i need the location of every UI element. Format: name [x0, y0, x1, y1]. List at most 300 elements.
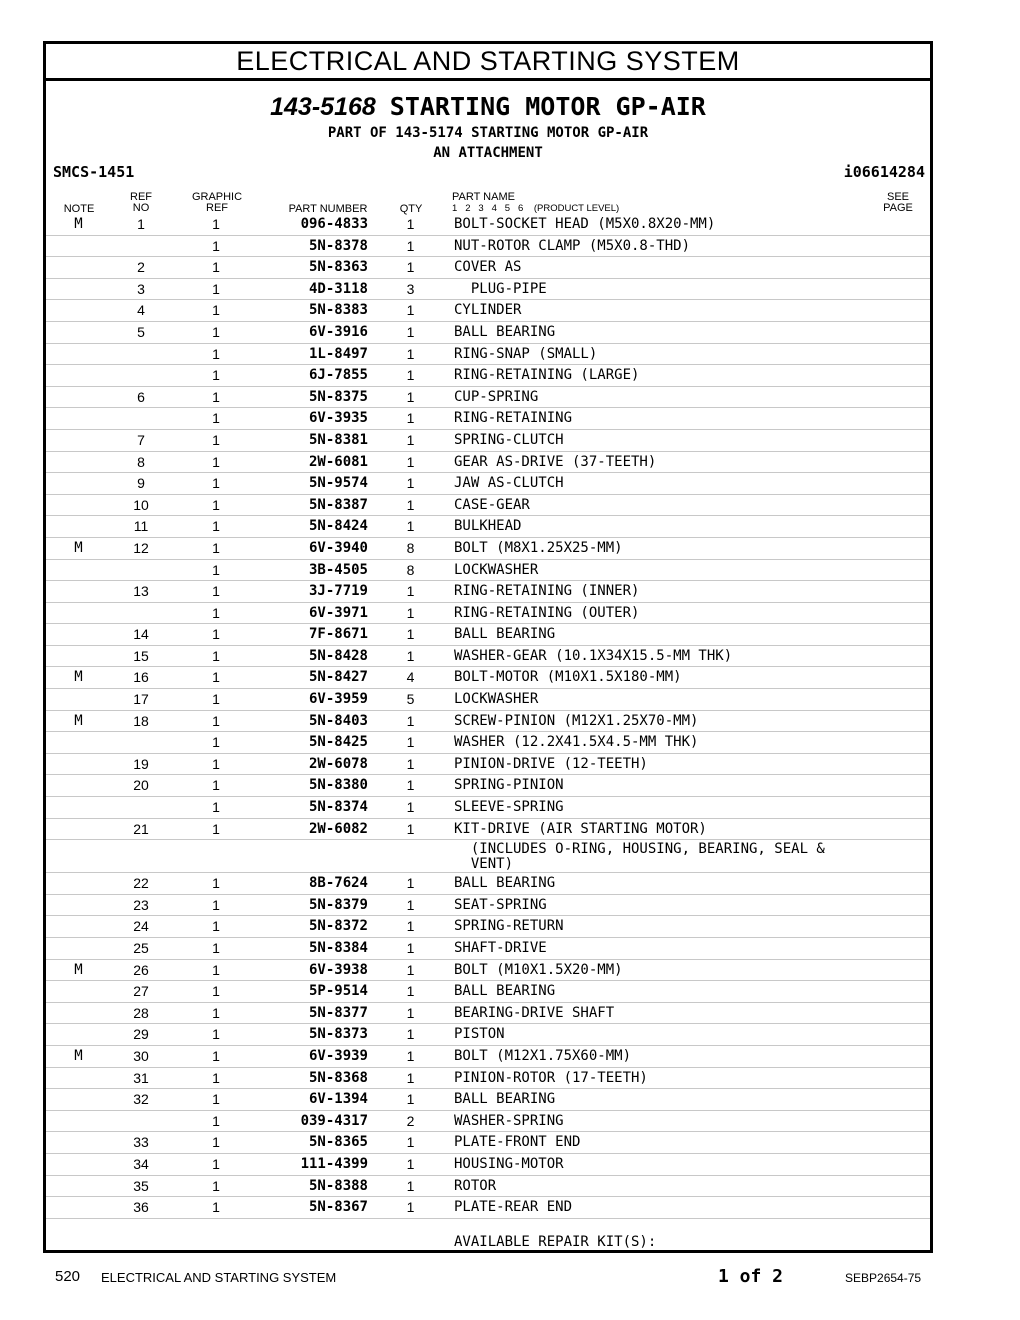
part-name-cell: RING-RETAINING — [454, 410, 573, 427]
assembly-number: 143-5168 — [270, 93, 376, 121]
part-number-cell: 5N-8388 — [308, 1177, 368, 1194]
part-name-cell: CYLINDER — [454, 302, 522, 319]
graphic-ref-cell: 1 — [212, 280, 220, 297]
part-number-cell: 5N-8380 — [308, 777, 368, 794]
graphic-ref-cell: 1 — [212, 475, 220, 492]
repair-kits-row — [46, 1219, 930, 1255]
ref-no-cell: 31 — [133, 1069, 149, 1086]
ref-no-cell: 3 — [137, 280, 145, 297]
parts-list-frame — [43, 41, 933, 1253]
page-footer — [0, 1265, 1020, 1289]
note-cell: M — [74, 961, 83, 978]
note-cell: M — [74, 539, 83, 556]
qty-cell: 1 — [406, 961, 415, 978]
note-cell: M — [74, 669, 83, 686]
part-name-cell: RING-RETAINING (INNER) — [454, 583, 640, 600]
section-title: ELECTRICAL AND STARTING SYSTEM — [46, 44, 930, 81]
qty-cell: 1 — [406, 1155, 415, 1172]
table-row — [46, 1176, 930, 1198]
part-number-cell: 2W-6078 — [308, 755, 368, 772]
part-number-cell: 6V-1394 — [308, 1091, 368, 1108]
part-number-cell: 2W-6081 — [308, 453, 368, 470]
part-number-cell: 5N-8368 — [308, 1069, 368, 1086]
part-number-cell: 5N-8379 — [308, 896, 368, 913]
part-name-cell: PLATE-FRONT END — [454, 1134, 581, 1151]
part-number-cell: 6V-3959 — [308, 691, 368, 708]
part-number-cell: 5N-8424 — [308, 518, 368, 535]
qty-cell: 1 — [406, 323, 415, 340]
graphic-ref-cell: 1 — [212, 539, 220, 556]
part-number-cell: 5N-8384 — [308, 940, 368, 956]
graphic-ref-cell: 1 — [212, 431, 220, 448]
part-number-cell: 3J-7719 — [308, 583, 368, 600]
table-row — [46, 840, 930, 873]
qty-cell: 1 — [406, 237, 415, 254]
ref-no-cell: 27 — [133, 983, 149, 1000]
table-row — [46, 873, 930, 895]
table-row — [46, 711, 930, 733]
ref-no-cell: 33 — [133, 1134, 149, 1151]
part-number-cell: 5N-8365 — [308, 1134, 368, 1151]
ref-no-cell: 18 — [133, 712, 149, 729]
table-row — [46, 473, 930, 495]
table-row — [46, 430, 930, 452]
part-name-cell: CASE-GEAR — [454, 496, 530, 513]
table-row — [46, 300, 930, 322]
graphic-ref-cell: 1 — [212, 453, 220, 470]
part-name-cell: NUT-ROTOR CLAMP (M5X0.8-THD) — [454, 237, 691, 254]
graphic-ref-cell: 1 — [212, 561, 220, 578]
col-ref — [124, 192, 158, 214]
part-number-cell: 6V-3935 — [308, 410, 368, 427]
table-row — [46, 1132, 930, 1154]
table-row — [46, 1024, 930, 1046]
table-row — [46, 775, 930, 797]
part-name-cell: WASHER-SPRING — [454, 1112, 564, 1129]
col-graphic-top: GRAPHIC — [191, 191, 243, 203]
footer-section: ELECTRICAL AND STARTING SYSTEM — [101, 1270, 337, 1285]
graphic-ref-cell: 1 — [212, 388, 220, 405]
qty-cell: 5 — [406, 691, 415, 708]
col-part-name-label: PART NAME — [452, 191, 515, 203]
qty-cell: 1 — [406, 431, 415, 448]
ref-no-cell: 20 — [133, 777, 149, 794]
reference-line — [53, 163, 925, 183]
part-name-cell: SPRING-PINION — [454, 777, 564, 794]
graphic-ref-cell: 1 — [212, 216, 220, 232]
graphic-ref-cell: 1 — [212, 583, 220, 600]
part-number-cell: 096-4833 — [300, 216, 368, 232]
qty-cell: 1 — [406, 1199, 415, 1216]
part-name-cell: BOLT-MOTOR (M10X1.5X180-MM) — [454, 669, 682, 686]
qty-cell: 8 — [406, 539, 415, 556]
part-name-cell: HOUSING-MOTOR — [454, 1155, 564, 1172]
graphic-ref-cell: 1 — [212, 302, 220, 319]
col-graphic-bottom: REF — [206, 202, 228, 214]
graphic-ref-cell: 1 — [212, 669, 220, 686]
graphic-ref-cell: 1 — [212, 983, 220, 1000]
qty-cell: 1 — [406, 1069, 415, 1086]
graphic-ref-cell: 1 — [212, 940, 220, 956]
ref-no-cell: 34 — [133, 1155, 149, 1172]
graphic-ref-cell: 1 — [212, 410, 220, 427]
col-part-number: PART NUMBER — [288, 203, 368, 215]
part-name-cell: BALL BEARING — [454, 875, 556, 892]
part-number-cell: 6V-3940 — [308, 539, 368, 556]
smcs-code: SMCS-1451 — [53, 163, 135, 181]
table-row — [46, 560, 930, 582]
qty-cell: 1 — [406, 755, 415, 772]
part-name-cell: SHAFT-DRIVE — [454, 940, 547, 956]
part-number-cell: 6V-3916 — [308, 323, 368, 340]
part-name-cell: JAW AS-CLUTCH — [454, 475, 564, 492]
part-name-cell: RING-RETAINING (OUTER) — [454, 604, 640, 621]
qty-cell: 1 — [406, 388, 415, 405]
col-note: NOTE — [63, 203, 95, 215]
ref-no-cell: 24 — [133, 918, 149, 935]
table-row — [46, 1046, 930, 1068]
ref-no-cell: 36 — [133, 1199, 149, 1216]
ref-no-cell: 15 — [133, 647, 149, 664]
table-row — [46, 938, 930, 960]
qty-cell: 4 — [406, 669, 415, 686]
part-number-cell: 5N-8428 — [308, 647, 368, 664]
table-row — [46, 603, 930, 625]
part-name-cell: LOCKWASHER — [454, 691, 539, 708]
graphic-ref-cell: 1 — [212, 1199, 220, 1216]
col-qty: QTY — [399, 203, 423, 215]
qty-cell: 1 — [406, 1177, 415, 1194]
table-row — [46, 344, 930, 366]
ref-no-cell: 13 — [133, 583, 149, 600]
part-name-cell: PLATE-REAR END — [454, 1199, 573, 1216]
graphic-ref-cell: 1 — [212, 323, 220, 340]
qty-cell: 1 — [406, 734, 415, 751]
table-row — [46, 1089, 930, 1111]
qty-cell: 1 — [406, 410, 415, 427]
graphic-ref-cell: 1 — [212, 1155, 220, 1172]
graphic-ref-cell: 1 — [212, 237, 220, 254]
graphic-ref-cell: 1 — [212, 777, 220, 794]
ref-no-cell: 11 — [133, 518, 149, 535]
graphic-ref-cell: 1 — [212, 918, 220, 935]
qty-cell: 1 — [406, 259, 415, 276]
ref-no-cell: 4 — [137, 302, 145, 319]
qty-cell: 1 — [406, 367, 415, 384]
graphic-ref-cell: 1 — [212, 345, 220, 362]
part-name-cell: WASHER-GEAR (10.1X34X15.5-MM THK) — [454, 647, 733, 664]
col-see-page — [876, 192, 920, 214]
part-name-cell: SPRING-RETURN — [454, 918, 564, 935]
note-cell: M — [74, 216, 83, 232]
note-cell: M — [74, 1047, 83, 1064]
qty-cell: 1 — [406, 896, 415, 913]
part-number-cell: 5N-8367 — [308, 1199, 368, 1216]
table-row — [46, 819, 930, 841]
table-row — [46, 1068, 930, 1090]
part-name-cell: RING-SNAP (SMALL) — [454, 345, 598, 362]
col-see-top: SEE — [886, 191, 909, 203]
qty-cell: 1 — [406, 712, 415, 729]
note-cell: M — [74, 712, 83, 729]
qty-cell: 1 — [406, 1004, 415, 1021]
part-number-cell: 5N-8427 — [308, 669, 368, 686]
table-row — [46, 1111, 930, 1133]
table-row — [46, 732, 930, 754]
qty-cell: 1 — [406, 345, 415, 362]
col-see-bottom: PAGE — [883, 202, 913, 214]
qty-cell: 1 — [406, 583, 415, 600]
table-row — [46, 754, 930, 776]
attachment-line: AN ATTACHMENT — [433, 145, 543, 161]
ref-no-cell: 25 — [133, 940, 149, 956]
part-name-cell: PLUG-PIPE — [454, 280, 547, 297]
qty-cell: 1 — [406, 820, 415, 837]
table-row — [46, 1003, 930, 1025]
part-number-cell: 1L-8497 — [308, 345, 368, 362]
ref-no-cell: 10 — [133, 496, 149, 513]
ref-no-cell: 32 — [133, 1091, 149, 1108]
ref-no-cell: 1 — [137, 216, 145, 232]
part-number-cell: 2W-6082 — [308, 820, 368, 837]
part-name-cell: WASHER (12.2X41.5X4.5-MM THK) — [454, 734, 699, 751]
qty-cell: 1 — [406, 1134, 415, 1151]
part-number-cell: 8B-7624 — [308, 875, 368, 892]
ref-no-cell: 19 — [133, 755, 149, 772]
part-number-cell: 5N-8381 — [308, 431, 368, 448]
col-product-levels: 1 2 3 4 5 6 (PRODUCT LEVEL) — [452, 203, 620, 214]
part-number-cell: 6V-3939 — [308, 1047, 368, 1064]
graphic-ref-cell: 1 — [212, 367, 220, 384]
graphic-ref-cell: 1 — [212, 896, 220, 913]
part-name-cell: LOCKWASHER — [454, 561, 539, 578]
table-row — [46, 797, 930, 819]
part-number-cell: 111-4399 — [300, 1155, 368, 1172]
table-row — [46, 960, 930, 982]
part-number-cell: 5N-8387 — [308, 496, 368, 513]
part-number-cell: 5N-8403 — [308, 712, 368, 729]
qty-cell: 1 — [406, 983, 415, 1000]
qty-cell: 1 — [406, 875, 415, 892]
qty-cell: 1 — [406, 918, 415, 935]
graphic-ref-cell: 1 — [212, 875, 220, 892]
part-name-cell: BEARING-DRIVE SHAFT — [454, 1004, 615, 1021]
qty-cell: 1 — [406, 604, 415, 621]
graphic-ref-cell: 1 — [212, 1026, 220, 1043]
table-row — [46, 452, 930, 474]
graphic-ref-cell: 1 — [212, 755, 220, 772]
part-name-cell: CUP-SPRING — [454, 388, 539, 405]
part-name-cell: BOLT (M10X1.5X20-MM) — [454, 961, 623, 978]
part-name-cell: SPRING-CLUTCH — [454, 431, 564, 448]
table-row — [46, 646, 930, 668]
ref-no-cell: 12 — [133, 539, 149, 556]
ref-no-cell: 14 — [133, 626, 149, 643]
qty-cell: 1 — [406, 647, 415, 664]
table-row — [46, 214, 930, 236]
graphic-ref-cell: 1 — [212, 259, 220, 276]
graphic-ref-cell: 1 — [212, 1069, 220, 1086]
qty-cell: 8 — [406, 561, 415, 578]
part-name-cell: PINION-DRIVE (12-TEETH) — [454, 755, 648, 772]
table-row — [46, 624, 930, 646]
graphic-ref-cell: 1 — [212, 691, 220, 708]
part-name-cell: SCREW-PINION (M12X1.25X70-MM) — [454, 712, 699, 729]
graphic-ref-cell: 1 — [212, 647, 220, 664]
part-name-cell: BOLT (M12X1.75X60-MM) — [454, 1047, 632, 1064]
part-number-cell: 7F-8671 — [308, 626, 368, 643]
illustration-id: i06614284 — [843, 163, 925, 181]
graphic-ref-cell: 1 — [212, 604, 220, 621]
graphic-ref-cell: 1 — [212, 712, 220, 729]
graphic-ref-cell: 1 — [212, 799, 220, 816]
qty-cell: 2 — [406, 1112, 415, 1129]
qty-cell: 1 — [406, 518, 415, 535]
assembly-name: STARTING MOTOR GP-AIR — [389, 92, 706, 121]
ref-no-cell: 16 — [133, 669, 149, 686]
part-number-cell: 039-4317 — [300, 1112, 368, 1129]
ref-no-cell: 17 — [133, 691, 149, 708]
table-row — [46, 689, 930, 711]
part-number-cell: 5N-8375 — [308, 388, 368, 405]
part-name-cell: COVER AS — [454, 259, 522, 276]
part-number-cell: 5N-8383 — [308, 302, 368, 319]
part-name-cell: (INCLUDES O-RING, HOUSING, BEARING, SEAL & VENT) — [470, 841, 825, 873]
ref-no-cell: 22 — [133, 875, 149, 892]
col-ref-bottom: NO — [132, 202, 150, 214]
graphic-ref-cell: 1 — [212, 496, 220, 513]
table-row — [46, 1197, 930, 1219]
part-number-cell: 6V-3971 — [308, 604, 368, 621]
part-name-cell: PINION-ROTOR (17-TEETH) — [454, 1069, 648, 1086]
part-name-cell: BOLT-SOCKET HEAD (M5X0.8X20-MM) — [454, 216, 716, 232]
part-number-cell: 5N-9574 — [308, 475, 368, 492]
graphic-ref-cell: 1 — [212, 1091, 220, 1108]
ref-no-cell: 21 — [133, 820, 149, 837]
col-ref-top: REF — [130, 191, 152, 203]
part-name-cell: BULKHEAD — [454, 518, 522, 535]
qty-cell: 1 — [406, 216, 415, 232]
table-row — [46, 1154, 930, 1176]
part-name-cell: PISTON — [454, 1026, 505, 1043]
part-name-cell: BALL BEARING — [454, 983, 556, 1000]
graphic-ref-cell: 1 — [212, 518, 220, 535]
qty-cell: 3 — [406, 280, 415, 297]
qty-cell: 1 — [406, 302, 415, 319]
table-row — [46, 981, 930, 1003]
table-row — [46, 408, 930, 430]
ref-no-cell: 35 — [133, 1177, 149, 1194]
graphic-ref-cell: 1 — [212, 734, 220, 751]
ref-no-cell: 5 — [137, 323, 145, 340]
page-number: 520 — [55, 1268, 81, 1285]
part-name-cell: SLEEVE-SPRING — [454, 799, 564, 816]
table-row — [46, 581, 930, 603]
qty-cell: 1 — [406, 626, 415, 643]
qty-cell: 1 — [406, 799, 415, 816]
part-name-cell: GEAR AS-DRIVE (37-TEETH) — [454, 453, 657, 470]
ref-no-cell: 2 — [137, 259, 145, 276]
table-row — [46, 516, 930, 538]
part-name-cell: BALL BEARING — [454, 1091, 556, 1108]
part-number-cell: 6V-3938 — [308, 961, 368, 978]
part-name-cell: SEAT-SPRING — [454, 896, 547, 913]
part-number-cell: 5N-8363 — [308, 259, 368, 276]
part-name-cell: KIT-DRIVE (AIR STARTING MOTOR) — [454, 820, 707, 837]
table-row — [46, 538, 930, 560]
part-number-cell: 5N-8425 — [308, 734, 368, 751]
repair-kits-label: AVAILABLE REPAIR KIT(S): — [454, 1233, 657, 1250]
part-number-cell: 3B-4505 — [308, 561, 368, 578]
ref-no-cell: 28 — [133, 1004, 149, 1021]
graphic-ref-cell: 1 — [212, 626, 220, 643]
qty-cell: 1 — [406, 1026, 415, 1043]
part-number-cell: 4D-3118 — [308, 280, 368, 297]
ref-no-cell: 6 — [137, 388, 145, 405]
part-number-cell: 5N-8373 — [308, 1026, 368, 1043]
table-row — [46, 495, 930, 517]
ref-no-cell: 9 — [137, 475, 145, 492]
table-row — [46, 667, 930, 689]
page-of: 1 of 2 — [718, 1266, 784, 1287]
table-row — [46, 279, 930, 301]
ref-no-cell: 23 — [133, 896, 149, 913]
table-row — [46, 365, 930, 387]
qty-cell: 1 — [406, 1047, 415, 1064]
col-part-name — [452, 192, 712, 214]
part-name-cell: BOLT (M8X1.25X25-MM) — [454, 539, 623, 556]
table-row — [46, 916, 930, 938]
graphic-ref-cell: 1 — [212, 1047, 220, 1064]
table-row — [46, 322, 930, 344]
graphic-ref-cell: 1 — [212, 1134, 220, 1151]
qty-cell: 1 — [406, 453, 415, 470]
col-graphic — [188, 192, 246, 214]
graphic-ref-cell: 1 — [212, 1177, 220, 1194]
assembly-heading — [46, 91, 930, 123]
part-number-cell: 5N-8372 — [308, 918, 368, 935]
document-number: SEBP2654-75 — [845, 1271, 922, 1285]
column-headers — [46, 188, 930, 216]
qty-cell: 1 — [406, 475, 415, 492]
graphic-ref-cell: 1 — [212, 820, 220, 837]
part-name-cell: BALL BEARING — [454, 626, 556, 643]
part-name-cell: RING-RETAINING (LARGE) — [454, 367, 640, 384]
qty-cell: 1 — [406, 940, 415, 956]
qty-cell: 1 — [406, 496, 415, 513]
ref-no-cell: 8 — [137, 453, 145, 470]
table-row — [46, 387, 930, 409]
part-number-cell: 6J-7855 — [308, 367, 368, 384]
graphic-ref-cell: 1 — [212, 1112, 220, 1129]
table-row — [46, 257, 930, 279]
ref-no-cell: 29 — [133, 1026, 149, 1043]
ref-no-cell: 30 — [133, 1047, 149, 1064]
ref-no-cell: 7 — [137, 431, 145, 448]
graphic-ref-cell: 1 — [212, 1004, 220, 1021]
part-of-line: PART OF 143-5174 STARTING MOTOR GP-AIR — [327, 125, 649, 141]
graphic-ref-cell: 1 — [212, 961, 220, 978]
part-number-cell: 5N-8374 — [308, 799, 368, 816]
part-name-cell: BALL BEARING — [454, 323, 556, 340]
part-number-cell: 5N-8378 — [308, 237, 368, 254]
parts-table — [46, 214, 930, 1255]
qty-cell: 1 — [406, 777, 415, 794]
table-row — [46, 236, 930, 258]
ref-no-cell: 26 — [133, 961, 149, 978]
part-number-cell: 5N-8377 — [308, 1004, 368, 1021]
part-name-cell: ROTOR — [454, 1177, 497, 1194]
